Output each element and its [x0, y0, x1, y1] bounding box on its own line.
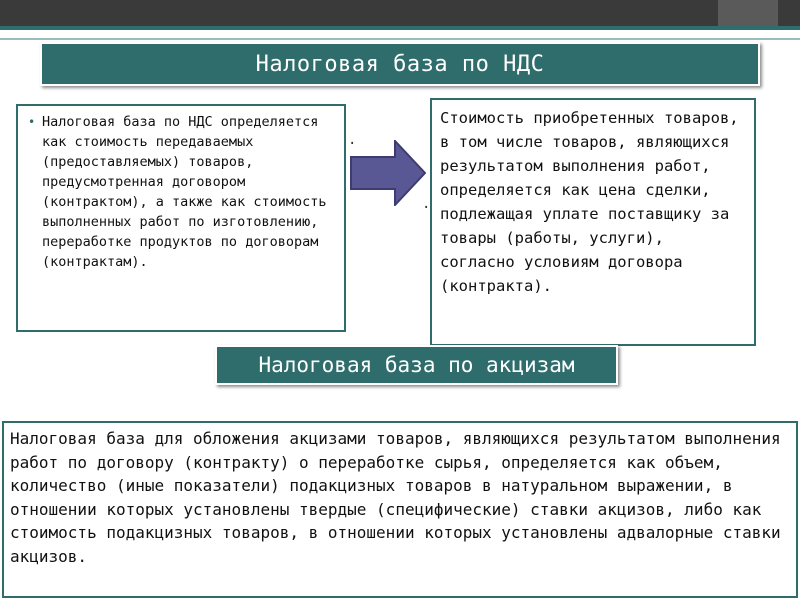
right-arrow-icon: [350, 140, 426, 206]
excise-title-bar: [215, 345, 618, 385]
header-decor-block: [718, 0, 778, 26]
dot-marker: .: [422, 196, 431, 212]
excise-definition-text: Налоговая база для обложения акцизами товаров, являющихся результатом выполнения работ по договору (контракту) о переработке сырья, определяется как объем, количество (иные показатели) подакцизных товаров в натуральном выражении, в отношении которых установлены твердые (специфические) ставки акцизов, либо как стоимость подакцизных товаров, в отношении которых установлены адвалорные ставки акцизов.: [10, 429, 781, 566]
vat-definition-box: [16, 104, 346, 332]
bullet-row: [28, 112, 336, 272]
excise-title: Налоговая база по акцизам: [258, 353, 575, 377]
vat-cost-box: [430, 98, 756, 346]
header-band: [0, 0, 800, 26]
excise-definition-box: [2, 421, 798, 598]
header-accent-stripe: [0, 26, 800, 30]
vat-title: Налоговая база по НДС: [255, 51, 545, 77]
header-divider: [0, 38, 800, 40]
vat-title-bar: [40, 42, 760, 86]
bullet-icon: •: [28, 115, 36, 129]
vat-definition-text: Налоговая база по НДС определяется как стоимость передаваемых (предоставляемых) товаров, предусмотренная договором (контрактом), а также как стоимость выполненных работ по изготовлению, переработке продуктов по договорам (контрактам).: [42, 114, 327, 270]
dot-marker: .: [348, 132, 357, 148]
vat-cost-text: Стоимость приобретенных товаров, в том числе товаров, являющихся результатом выполнения работ, определяется как цена сделки, подлежащая уплате поставщику за товары (работы, услуги), согласно условиям договора (контракта).: [440, 109, 739, 295]
